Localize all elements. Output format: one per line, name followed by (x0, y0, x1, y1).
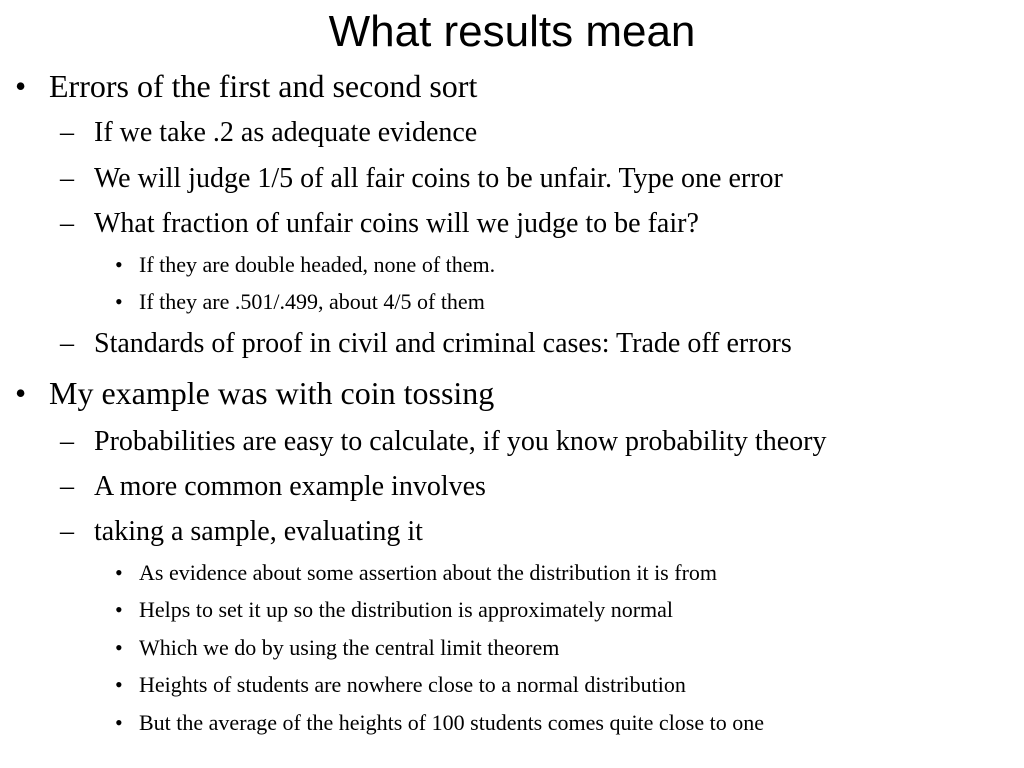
bullet-text: A more common example involves (94, 471, 486, 502)
bullet-marker: • (115, 635, 123, 660)
bullet-text: My example was with coin tossing (49, 375, 495, 411)
bullet-item (115, 251, 496, 279)
bullet-text: Helps to set it up so the distribution is approximately normal (139, 597, 674, 622)
bullet-text: Heights of students are nowhere close to a normal distribution (139, 672, 686, 697)
bullet-marker: • (15, 375, 27, 411)
bullet-text: As evidence about some assertion about the distribution it is from (139, 560, 718, 585)
slide-title: What results mean (328, 7, 696, 56)
bullet-text: Probabilities are easy to calculate, if you know probability theory (94, 426, 827, 457)
bullet-item (60, 470, 486, 504)
dash-marker: – (60, 117, 74, 148)
bullet-item (60, 425, 827, 459)
bullet-item (15, 67, 478, 105)
bullet-marker: • (15, 68, 27, 104)
bullet-text: We will judge 1/5 of all fair coins to be unfair. Type one error (94, 163, 783, 194)
bullet-text: Which we do by using the central limit theorem (139, 635, 560, 660)
bullet-text: If we take .2 as adequate evidence (94, 117, 478, 148)
bullet-item (115, 671, 686, 699)
dash-marker: – (60, 328, 74, 359)
bullet-text: Errors of the first and second sort (49, 68, 478, 104)
bullet-text: Standards of proof in civil and criminal cases: Trade off errors (94, 328, 792, 359)
dash-marker: – (60, 208, 74, 239)
bullet-marker: • (115, 672, 123, 697)
bullet-item (115, 709, 765, 737)
bullet-marker: • (115, 710, 123, 735)
dash-marker: – (60, 516, 74, 547)
bullet-item (115, 634, 560, 662)
bullet-item (115, 559, 718, 587)
bullet-item (60, 116, 478, 150)
bullet-item (60, 515, 423, 549)
bullet-item (115, 596, 674, 624)
bullet-item (60, 207, 699, 241)
bullet-marker: • (115, 560, 123, 585)
bullet-text: If they are .501/.499, about 4/5 of them (139, 289, 485, 314)
bullet-item (60, 162, 783, 196)
bullet-item (60, 327, 792, 361)
bullet-text: If they are double headed, none of them. (139, 252, 496, 277)
bullet-item (115, 288, 485, 316)
bullet-marker: • (115, 252, 123, 277)
bullet-text: But the average of the heights of 100 students comes quite close to one (139, 710, 765, 735)
dash-marker: – (60, 471, 74, 502)
bullet-marker: • (115, 597, 123, 622)
bullet-text: What fraction of unfair coins will we judge to be fair? (94, 208, 699, 239)
bullet-item (15, 374, 495, 412)
dash-marker: – (60, 163, 74, 194)
bullet-marker: • (115, 289, 123, 314)
bullet-text: taking a sample, evaluating it (94, 516, 423, 547)
dash-marker: – (60, 426, 74, 457)
